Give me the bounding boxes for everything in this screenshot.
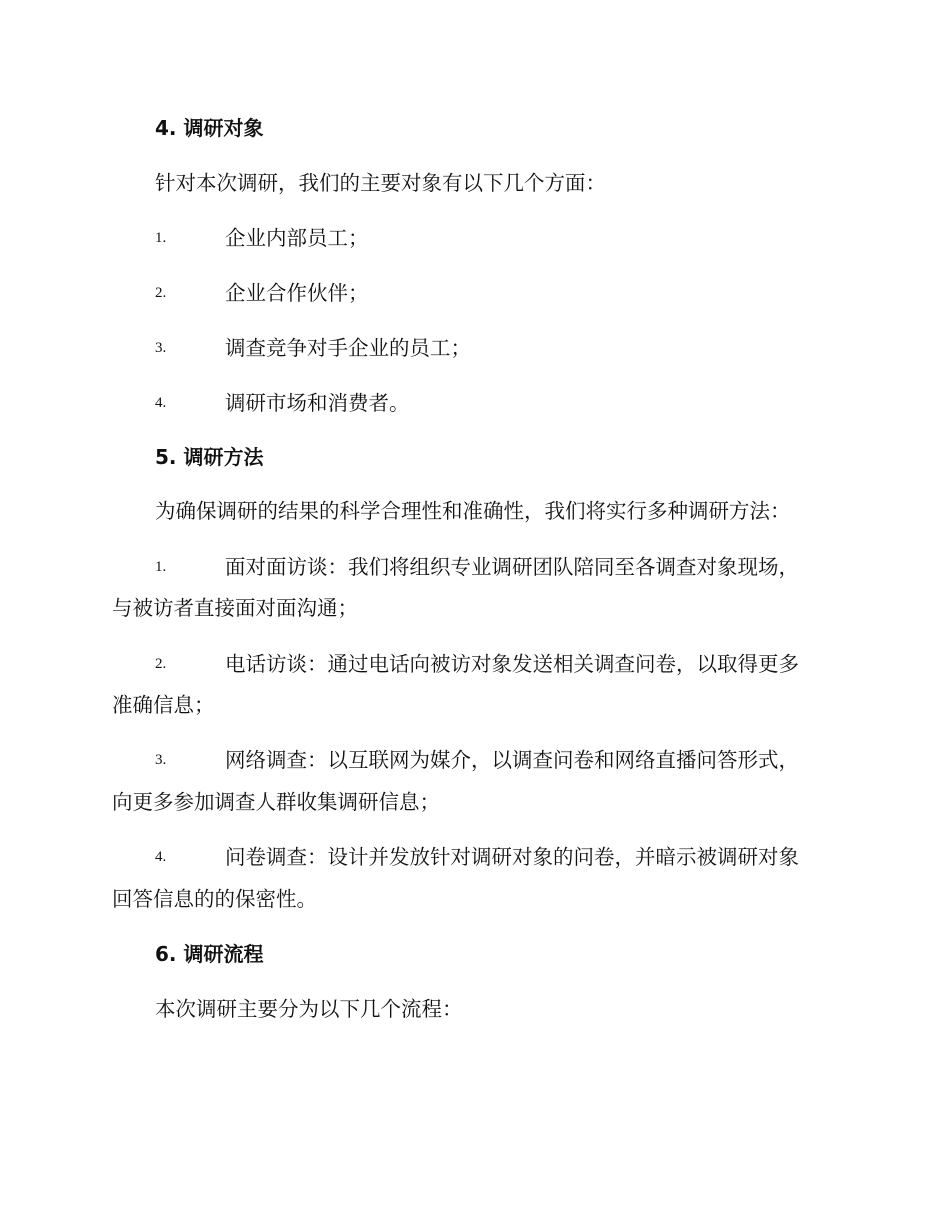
list-item-text: 电话访谈：通过电话向被访对象发送相关调查问卷，以取得更多 [225, 652, 799, 676]
section-heading-5: 5. 调研方法 [155, 445, 264, 469]
list-item-continuation: 与被访者直接面对面沟通； [112, 596, 358, 620]
list-item-text: 网络调查：以互联网为媒介，以调查问卷和网络直播问答形式， [225, 748, 799, 772]
section-heading-4: 4. 调研对象 [155, 116, 264, 140]
list-item-number: 4. [155, 395, 167, 411]
list-item-number: 3. [155, 752, 167, 768]
list-item-number: 3. [155, 340, 167, 356]
list-item-continuation: 向更多参加调查人群收集调研信息； [112, 790, 440, 814]
list-item-text: 问卷调查：设计并发放针对调研对象的问卷，并暗示被调研对象 [225, 845, 799, 869]
section-intro-5: 为确保调研的结果的科学合理性和准确性，我们将实行多种调研方法： [155, 499, 791, 523]
list-item-text: 调研市场和消费者。 [225, 391, 410, 415]
list-item-number: 4. [155, 849, 167, 865]
list-item-text: 面对面访谈：我们将组织专业调研团队陪同至各调查对象现场， [225, 555, 799, 579]
list-item-number: 1. [155, 559, 167, 575]
list-item-continuation: 准确信息； [112, 693, 215, 717]
list-item-number: 1. [155, 230, 167, 246]
list-item-continuation: 回答信息的的保密性。 [112, 887, 317, 911]
list-item-text: 调查竞争对手企业的员工； [225, 336, 471, 360]
list-item-text: 企业内部员工； [225, 226, 369, 250]
list-item-number: 2. [155, 285, 167, 301]
section-intro-6: 本次调研主要分为以下几个流程： [155, 997, 463, 1021]
section-intro-4: 针对本次调研，我们的主要对象有以下几个方面： [155, 171, 606, 195]
list-item-number: 2. [155, 656, 167, 672]
section-heading-6: 6. 调研流程 [155, 942, 264, 966]
list-item-text: 企业合作伙伴； [225, 281, 369, 305]
